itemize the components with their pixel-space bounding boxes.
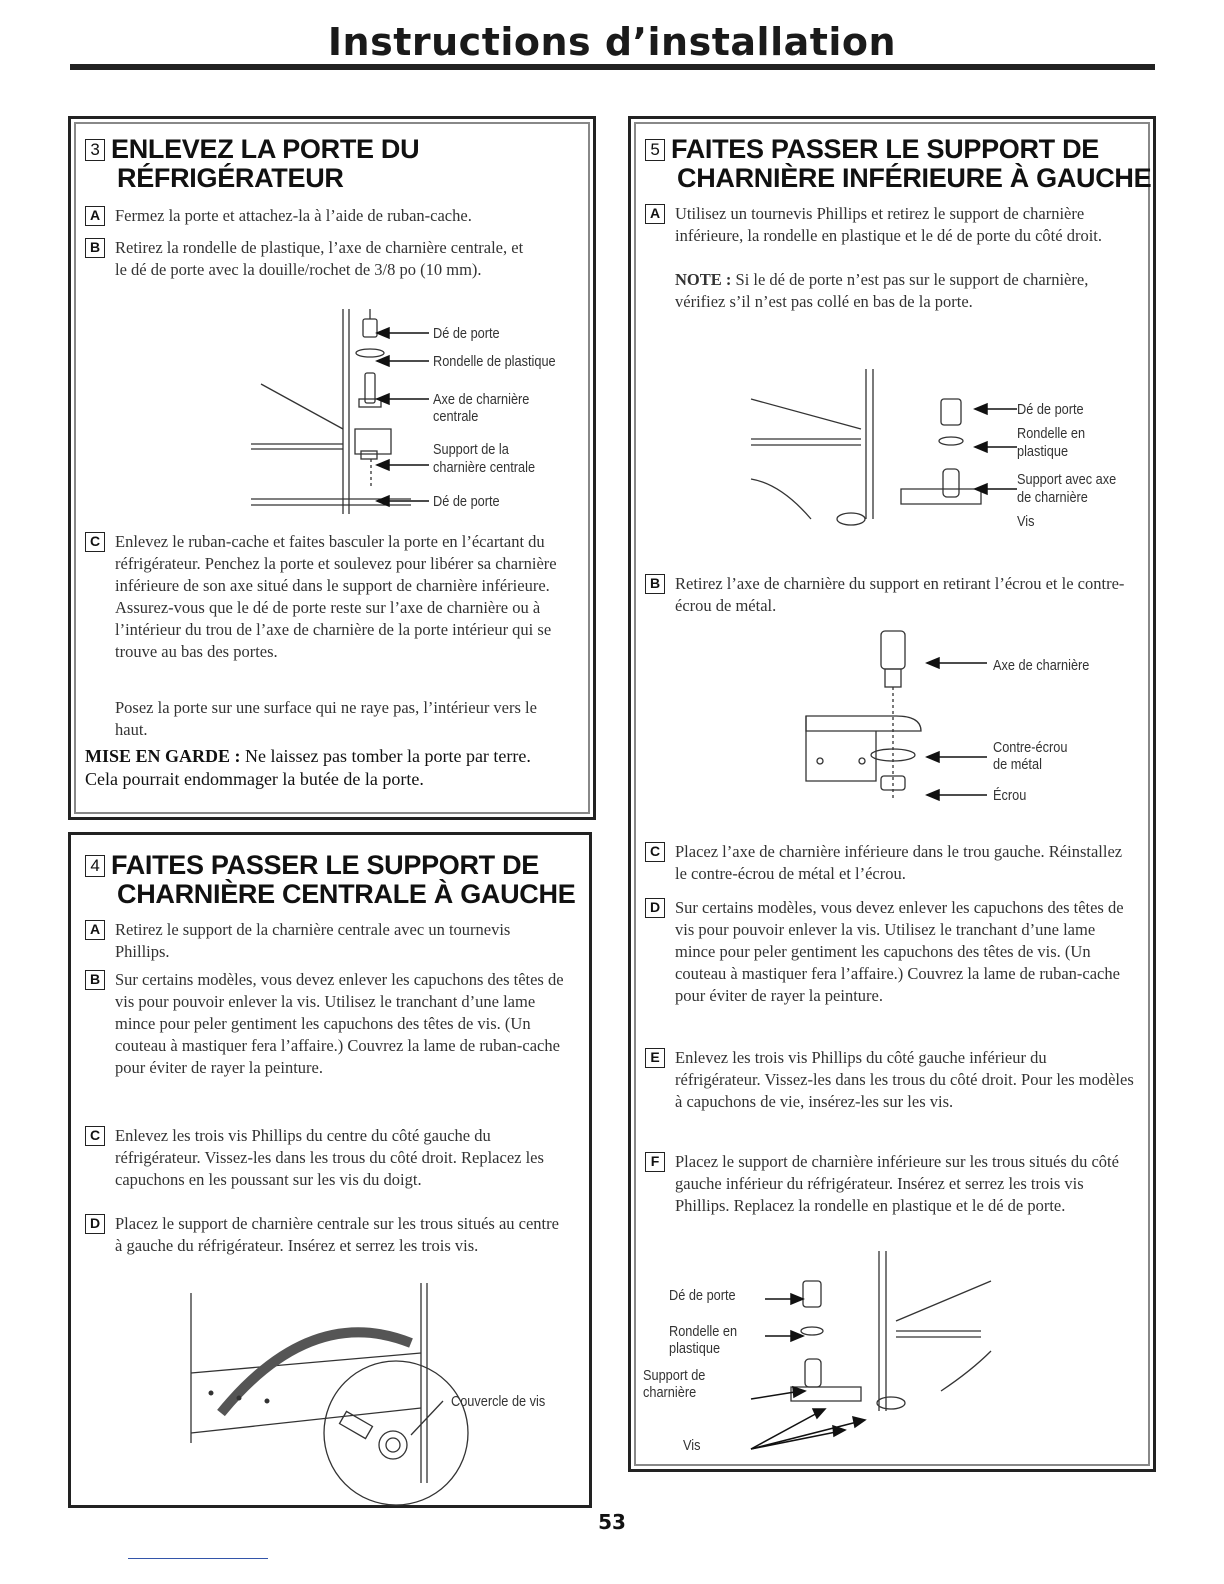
item-letter: D [645, 898, 665, 918]
label-axe-line1: Axe de charnière [433, 391, 530, 408]
step-5-panel [628, 116, 1156, 1472]
title-rule [70, 64, 1155, 70]
label-support-line2: de charnière [1017, 489, 1088, 506]
item-text: Placez le support de charnière centrale sur les trous situés au centre à gauche du réfrigérateur. Insérez et serrez les trois vis. [115, 1214, 559, 1255]
label-rondelle-2-line1: Rondelle en [669, 1323, 738, 1340]
item-letter: A [85, 920, 105, 940]
screw-cover-illustration [181, 1283, 481, 1493]
step-5-item-d [645, 897, 1135, 1007]
item-text: Enlevez les trois vis Phillips du centre du côté gauche du réfrigérateur. Vissez-les dans les trous du côté droit. Replacez les capuchons en les poussant sur les vis du doigt. [115, 1126, 544, 1189]
step-4-panel [68, 832, 592, 1508]
step-5-item-b [645, 573, 1135, 617]
label-de-porte-top: Dé de porte [433, 325, 500, 342]
label-de-porte: Dé de porte [1017, 401, 1084, 418]
step-5-item-e [645, 1047, 1135, 1113]
label-support-line2: charnière centrale [433, 459, 536, 476]
step-5-item-f [645, 1151, 1135, 1217]
item-letter: C [85, 1126, 105, 1146]
item-text: Placez l’axe de charnière inférieure dans le trou gauche. Réinstallez le contre-écrou de métal et l’écrou. [675, 842, 1123, 883]
footer-link-line [128, 1558, 268, 1559]
label-vis: Vis [1017, 513, 1035, 530]
label-ecrou: Écrou [993, 787, 1027, 804]
step-3-item-b [85, 237, 525, 281]
step-3-item-a [85, 205, 585, 227]
label-axe-line2: centrale [433, 408, 479, 425]
item-text: Fermez la porte et attachez-la à l’aide de ruban-cache. [115, 206, 472, 225]
label-de-porte-2: Dé de porte [669, 1287, 736, 1304]
item-letter: D [85, 1214, 105, 1234]
page-title: Instructions d’installation [327, 20, 897, 64]
heading-line-2: CHARNIÈRE CENTRALE À GAUCHE [117, 879, 576, 909]
note-text: Si le dé de porte n’est pas sur le support de charnière, vérifiez s’il n’est pas collé en bas de la porte. [675, 270, 1089, 311]
item-text: Sur certains modèles, vous devez enlever les capuchons des têtes de vis pour pouvoir enlever la vis. Utilisez le tranchant d’une lame mince pour peler gentiment les capuchons des têtes de vis. (Un couteau à mastiquer fera l’affaire.) Couvrez la lame de ruban-cache pour éviter de rayer la peinture. [115, 970, 564, 1077]
step-5-item-c [645, 841, 1135, 885]
step-3-heading [85, 135, 419, 193]
label-contre-ecrou-line2: de métal [993, 756, 1042, 773]
label-rondelle: Rondelle de plastique [433, 353, 556, 370]
step-3-item-c [85, 531, 565, 663]
label-support-2-line1: Support de [643, 1367, 706, 1384]
item-text: Enlevez les trois vis Phillips du côté gauche inférieur du réfrigérateur. Vissez-les dans les trous du côté droit. Pour les modèles à capuchons de vie, insérez-les sur les vis. [675, 1048, 1134, 1111]
heading-line-1: FAITES PASSER LE SUPPORT DE [111, 850, 539, 880]
item-letter: F [645, 1152, 665, 1172]
item-letter: A [645, 204, 665, 224]
label-support-line1: Support de la [433, 441, 509, 458]
item-letter: B [85, 238, 105, 258]
item-text: Enlevez le ruban-cache et faites basculer la porte en l’écartant du réfrigérateur. Penchez la porte et soulevez pour libérer sa charnière inférieure de son axe situé dans le support de charnière inférieure. Assurez-vous que le dé de porte reste sur l’axe de charnière ou à l’intérieur du trou de l’axe de charnière de la porte intérieur qui se trouve au bas des portes. [115, 532, 557, 661]
item-letter: B [645, 574, 665, 594]
step-4-item-d [85, 1213, 565, 1257]
item-text: Placez le support de charnière inférieure sur les trous situés du côté gauche inférieur du réfrigérateur. Insérez et serrez les trois vis Phillips. Replacez la rondelle en plastique et le dé de porte. [675, 1152, 1119, 1215]
step-4-item-b [85, 969, 565, 1079]
heading-line-1: ENLEVEZ LA PORTE DU [111, 134, 420, 164]
label-rondelle-line1: Rondelle en [1017, 425, 1086, 442]
label-support-line1: Support avec axe [1017, 471, 1117, 488]
step-number: 3 [85, 139, 105, 161]
step-3-panel [68, 116, 596, 820]
label-rondelle-2-line2: plastique [669, 1340, 721, 1357]
heading-line-2: CHARNIÈRE INFÉRIEURE À GAUCHE [677, 163, 1152, 193]
item-text: Retirez la rondelle de plastique, l’axe de charnière centrale, et le dé de porte avec la douille/rochet de 3/8 po (10 mm). [115, 238, 524, 279]
step-5-item-a [645, 203, 1135, 247]
label-vis-2: Vis [683, 1437, 701, 1454]
heading-line-2: RÉFRIGÉRATEUR [117, 163, 344, 193]
step-5-heading [645, 135, 1151, 193]
item-text: Retirez l’axe de charnière du support en retirant l’écrou et le contre-écrou de métal. [675, 574, 1125, 615]
item-text: Utilisez un tournevis Phillips et retirez le support de charnière inférieure, la rondelle en plastique et le dé de porte du côté droit. [675, 204, 1102, 245]
item-text: Sur certains modèles, vous devez enlever les capuchons des têtes de vis pour pouvoir enlever la vis. Utilisez le tranchant d’une lame mince pour peler gentiment les capuchons des têtes de vis. (Un couteau à mastiquer fera l’affaire.) Couvrez la lame de ruban-cache pour éviter de rayer la peinture. [675, 898, 1124, 1005]
item-letter: A [85, 206, 105, 226]
note-label: NOTE : [675, 270, 732, 289]
step-4-heading [85, 851, 575, 909]
item-letter: C [645, 842, 665, 862]
step-5-note [675, 269, 1115, 313]
caution-text: Ne laissez pas tomber la porte par terre. Cela pourrait endommager la butée de la porte. [85, 746, 531, 789]
label-arrows [371, 319, 441, 519]
heading-line-1: FAITES PASSER LE SUPPORT DE [671, 134, 1099, 164]
label-couvercle-de-vis: Couvercle de vis [451, 1393, 546, 1410]
item-letter: E [645, 1048, 665, 1068]
step-3-posez-text: Posez la porte sur une surface qui ne raye pas, l’intérieur vers le haut. [115, 698, 537, 739]
page-number: 53 [598, 1510, 626, 1534]
step-number: 4 [85, 855, 105, 877]
item-text: Retirez le support de la charnière centrale avec un tournevis Phillips. [115, 920, 511, 961]
step-number: 5 [645, 139, 665, 161]
item-letter: C [85, 532, 105, 552]
step-3-caution [85, 745, 565, 791]
install-hinge-illustration [711, 1251, 1011, 1471]
item-letter: B [85, 970, 105, 990]
caution-label: MISE EN GARDE : [85, 746, 241, 766]
label-axe-de-charniere: Axe de charnière [993, 657, 1090, 674]
step-4-item-a [85, 919, 565, 963]
label-contre-ecrou-line1: Contre-écrou [993, 739, 1068, 756]
label-support-2-line2: charnière [643, 1384, 697, 1401]
label-de-porte-bottom: Dé de porte [433, 493, 500, 510]
fig2-arrows [923, 651, 993, 811]
step-4-item-c [85, 1125, 565, 1191]
label-rondelle-line2: plastique [1017, 443, 1069, 460]
